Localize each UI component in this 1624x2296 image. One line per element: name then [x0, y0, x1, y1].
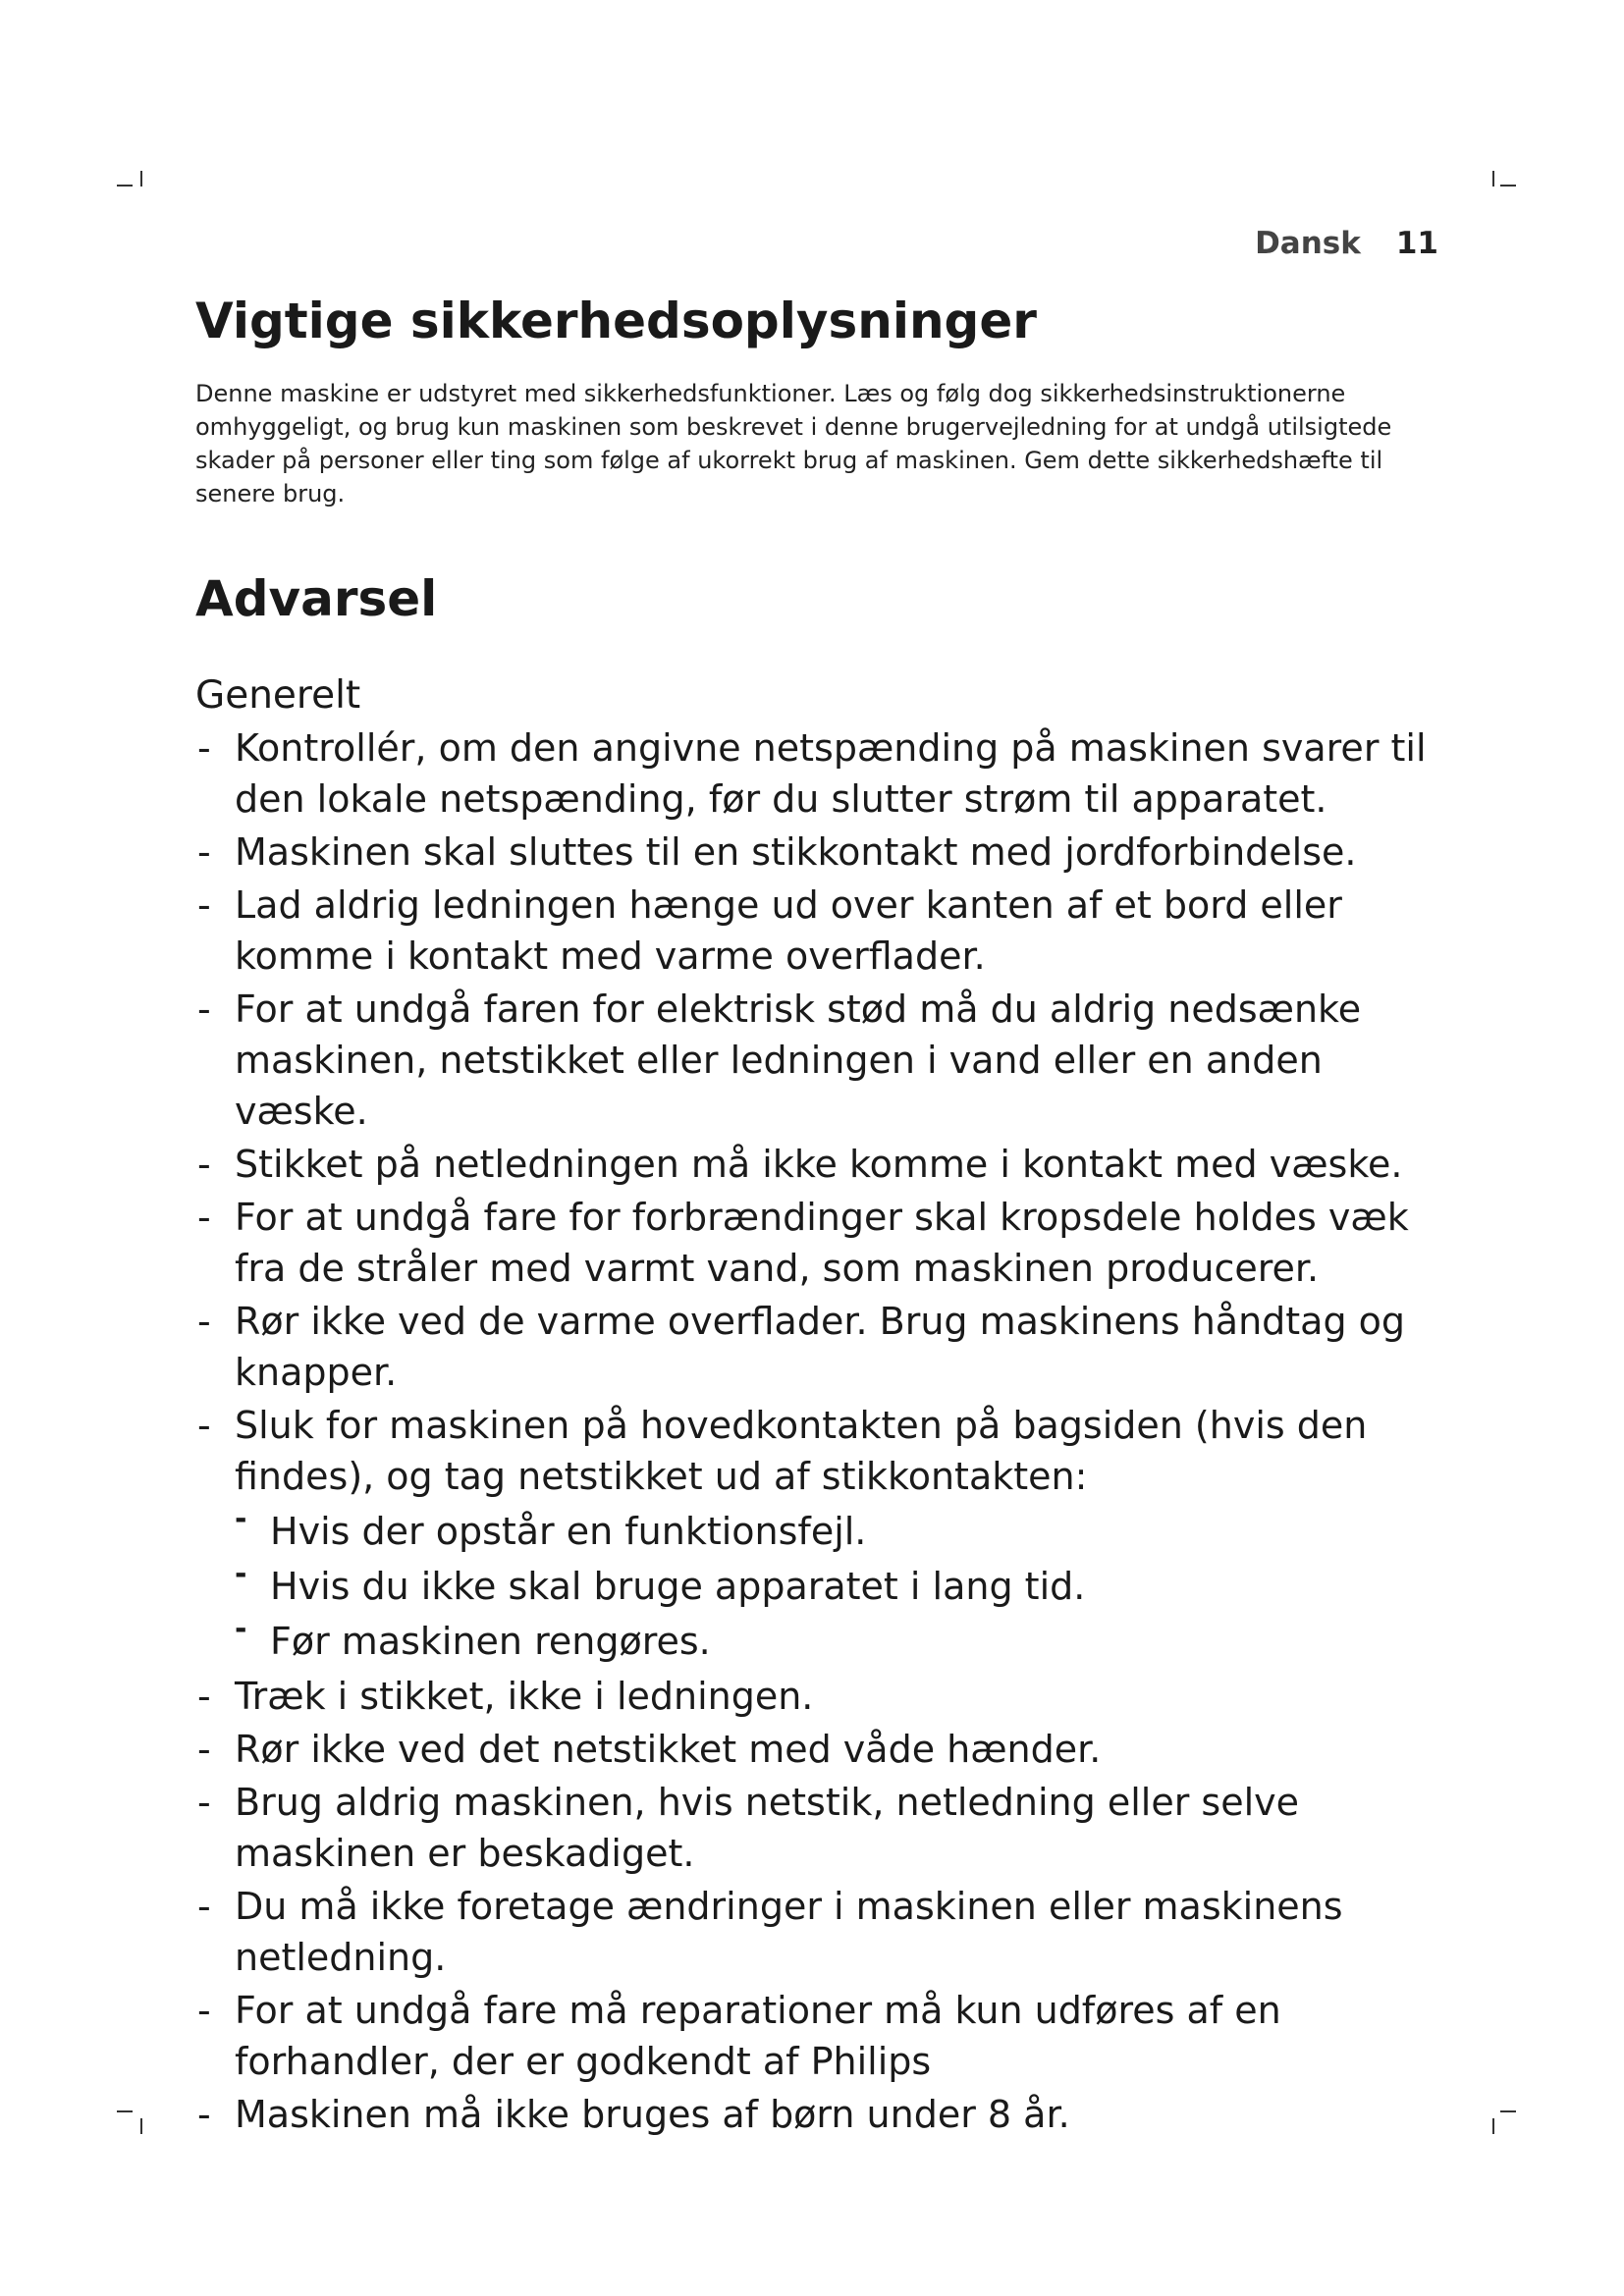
list-item: - Brug aldrig maskinen, hvis netstik, netledning eller selve maskinen er beskadiget.: [195, 1777, 1442, 1879]
list-item: - Rør ikke ved de varme overflader. Brug maskinens håndtag og knapper.: [195, 1296, 1442, 1398]
language-label: Dansk: [1255, 226, 1361, 261]
list-item: - For at undgå faren for elektrisk stød må du aldrig nedsænke maskinen, netstikket eller ledningen i vand eller en anden væske.: [195, 984, 1442, 1137]
list-item: - Rør ikke ved det netstikket med våde hænder.: [195, 1724, 1442, 1775]
list-item: - Lad aldrig ledningen hænge ud over kanten af et bord eller komme i kontakt med varme overflader.: [195, 880, 1442, 982]
list-item: - Du må ikke foretage ændringer i maskinen eller maskinens netledning.: [195, 1881, 1442, 1983]
list-item: - Maskinen må ikke bruges af børn under 8 år.: [195, 2089, 1442, 2140]
crop-mark: [1500, 2110, 1516, 2112]
crop-mark: [140, 2118, 142, 2134]
sub-list: [235, 1506, 1442, 1667]
list-item: - For at undgå fare for forbrændinger skal kropsdele holdes væk fra de stråler med varmt vand, som maskinen producerer.: [195, 1192, 1442, 1294]
list-item: - Træk i stikket, ikke i ledningen.: [195, 1671, 1442, 1722]
safety-list: [195, 722, 1442, 2140]
list-item: - Stikket på netledningen må ikke komme i kontakt med væske.: [195, 1139, 1442, 1190]
page-title: Vigtige sikkerhedsoplysninger: [195, 293, 1037, 349]
page-content: [195, 289, 1442, 2142]
general-heading: Generelt: [195, 673, 361, 718]
list-item-with-subitems: [195, 1400, 1442, 1667]
list-item: - For at undgå fare må reparationer må kun udføres af en forhandler, der er godkendt af Philips: [195, 1985, 1442, 2087]
page-number: 11: [1395, 226, 1438, 261]
list-item: - Kontrollér, om den angivne netspænding på maskinen svarer til den lokale netspænding, før du slutter strøm til apparatet.: [195, 722, 1442, 825]
intro-paragraph: Denne maskine er udstyret med sikkerhedsfunktioner. Læs og følg dog sikkerhedsinstruktionerne omhyggeligt, og brug kun maskinen som beskrevet i denne brugervejledning for at undgå utilsigtede skader på personer eller ting som følge af ukorrekt brug af maskinen. Gem dette sikkerhedshæfte til senere brug.: [195, 380, 1392, 507]
list-item-text: Sluk for maskinen på hovedkontakten på bagsiden (hvis den findes), og tag netstikket ud af stikkontakten:: [235, 1404, 1368, 1498]
sub-list-item: - Hvis du ikke skal bruge apparatet i lang tid.: [235, 1561, 1442, 1612]
list-item: - Maskinen skal sluttes til en stikkontakt med jordforbindelse.: [195, 827, 1442, 878]
crop-mark: [1492, 171, 1494, 187]
warning-heading: Advarsel: [195, 570, 438, 627]
crop-mark: [117, 185, 133, 187]
crop-mark: [1500, 185, 1516, 187]
crop-mark: [117, 2110, 133, 2112]
sub-list-item: - Før maskinen rengøres.: [235, 1616, 1442, 1667]
crop-mark: [1492, 2118, 1494, 2134]
sub-list-item: - Hvis der opstår en funktionsfejl.: [235, 1506, 1442, 1557]
crop-mark: [140, 171, 142, 187]
page-header: [1255, 226, 1438, 261]
